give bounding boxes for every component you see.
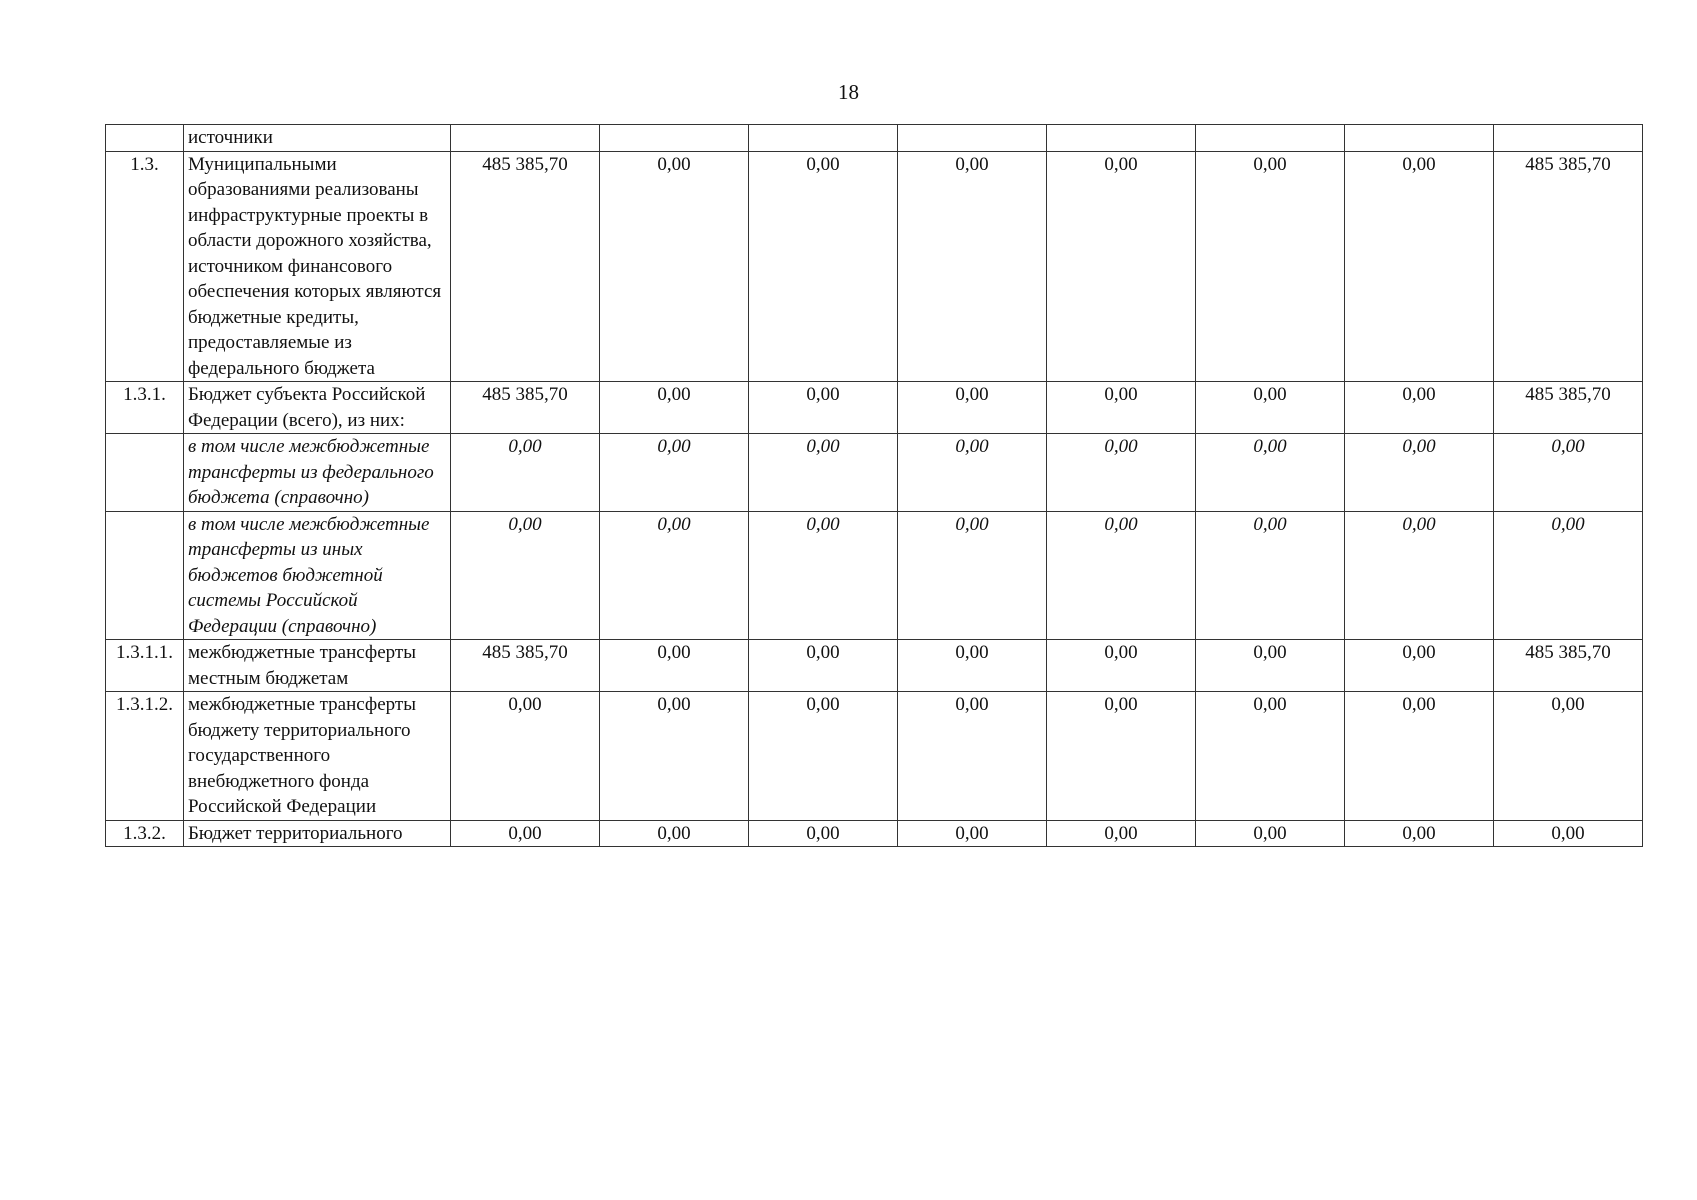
row-name: Бюджет территориального xyxy=(184,820,451,847)
row-name: межбюджетные трансферты местным бюджетам xyxy=(184,640,451,692)
value-cell: 0,00 xyxy=(1196,511,1345,640)
value-cell xyxy=(451,125,600,152)
page-number: 18 xyxy=(838,80,859,104)
value-cell: 485 385,70 xyxy=(451,640,600,692)
table-row xyxy=(106,151,1643,382)
value-cell: 0,00 xyxy=(1494,692,1643,821)
value-cell: 0,00 xyxy=(1196,640,1345,692)
value-cell: 0,00 xyxy=(1494,434,1643,512)
row-number: 1.3. xyxy=(106,151,184,382)
value-cell: 0,00 xyxy=(898,434,1047,512)
value-cell: 0,00 xyxy=(1196,151,1345,382)
value-cell: 485 385,70 xyxy=(1494,640,1643,692)
value-cell: 0,00 xyxy=(1494,820,1643,847)
value-cell: 0,00 xyxy=(1047,151,1196,382)
row-number xyxy=(106,125,184,152)
value-cell: 0,00 xyxy=(600,434,749,512)
row-name: Муниципальными образованиями реализованы инфраструктурные проекты в области дорожного хозяйства, источником финансового обеспечения которых являются бюджетные кредиты, предоставляемые из федерального бюджета xyxy=(184,151,451,382)
row-number: 1.3.1.2. xyxy=(106,692,184,821)
value-cell xyxy=(1494,125,1643,152)
value-cell: 0,00 xyxy=(1345,434,1494,512)
value-cell: 0,00 xyxy=(600,692,749,821)
value-cell: 0,00 xyxy=(1345,511,1494,640)
value-cell: 0,00 xyxy=(898,151,1047,382)
table-row xyxy=(106,692,1643,821)
value-cell xyxy=(1345,125,1494,152)
value-cell: 0,00 xyxy=(1494,511,1643,640)
value-cell: 0,00 xyxy=(600,820,749,847)
value-cell xyxy=(898,125,1047,152)
row-number: 1.3.1.1. xyxy=(106,640,184,692)
value-cell: 0,00 xyxy=(1047,511,1196,640)
row-number: 1.3.2. xyxy=(106,820,184,847)
value-cell: 0,00 xyxy=(1196,692,1345,821)
value-cell xyxy=(600,125,749,152)
value-cell: 0,00 xyxy=(749,820,898,847)
value-cell: 485 385,70 xyxy=(451,382,600,434)
value-cell: 485 385,70 xyxy=(1494,151,1643,382)
value-cell: 0,00 xyxy=(898,511,1047,640)
value-cell: 0,00 xyxy=(1345,382,1494,434)
value-cell: 0,00 xyxy=(1345,151,1494,382)
table-row xyxy=(106,125,1643,152)
value-cell: 0,00 xyxy=(451,434,600,512)
value-cell xyxy=(749,125,898,152)
value-cell: 0,00 xyxy=(1047,434,1196,512)
value-cell xyxy=(1196,125,1345,152)
value-cell: 0,00 xyxy=(1047,640,1196,692)
value-cell: 0,00 xyxy=(749,434,898,512)
value-cell: 0,00 xyxy=(749,640,898,692)
row-number xyxy=(106,511,184,640)
value-cell xyxy=(1047,125,1196,152)
row-number xyxy=(106,434,184,512)
table-row xyxy=(106,382,1643,434)
value-cell: 0,00 xyxy=(600,151,749,382)
value-cell: 0,00 xyxy=(1345,640,1494,692)
value-cell: 0,00 xyxy=(1345,820,1494,847)
value-cell: 0,00 xyxy=(749,382,898,434)
value-cell: 0,00 xyxy=(1047,692,1196,821)
value-cell: 0,00 xyxy=(600,511,749,640)
value-cell: 0,00 xyxy=(898,692,1047,821)
table-row xyxy=(106,434,1643,512)
value-cell: 0,00 xyxy=(600,640,749,692)
row-name: межбюджетные трансферты бюджету территориального государственного внебюджетного фонда Российской Федерации xyxy=(184,692,451,821)
value-cell: 0,00 xyxy=(1196,382,1345,434)
value-cell: 0,00 xyxy=(451,820,600,847)
table-row xyxy=(106,820,1643,847)
value-cell: 0,00 xyxy=(1196,434,1345,512)
value-cell: 0,00 xyxy=(1345,692,1494,821)
row-name: Бюджет субъекта Российской Федерации (всего), из них: xyxy=(184,382,451,434)
row-name: в том числе межбюджетные трансферты из иных бюджетов бюджетной системы Российской Федерации (справочно) xyxy=(184,511,451,640)
row-name: в том числе межбюджетные трансферты из федерального бюджета (справочно) xyxy=(184,434,451,512)
value-cell: 0,00 xyxy=(451,692,600,821)
row-name: источники xyxy=(184,125,451,152)
value-cell: 0,00 xyxy=(600,382,749,434)
value-cell: 0,00 xyxy=(898,820,1047,847)
value-cell: 0,00 xyxy=(1047,820,1196,847)
value-cell: 0,00 xyxy=(898,382,1047,434)
table-row xyxy=(106,640,1643,692)
value-cell: 0,00 xyxy=(898,640,1047,692)
value-cell: 485 385,70 xyxy=(1494,382,1643,434)
budget-table xyxy=(105,124,1643,847)
value-cell: 0,00 xyxy=(1196,820,1345,847)
value-cell: 485 385,70 xyxy=(451,151,600,382)
value-cell: 0,00 xyxy=(749,511,898,640)
value-cell: 0,00 xyxy=(749,151,898,382)
row-number: 1.3.1. xyxy=(106,382,184,434)
value-cell: 0,00 xyxy=(1047,382,1196,434)
value-cell: 0,00 xyxy=(749,692,898,821)
value-cell: 0,00 xyxy=(451,511,600,640)
table-row xyxy=(106,511,1643,640)
